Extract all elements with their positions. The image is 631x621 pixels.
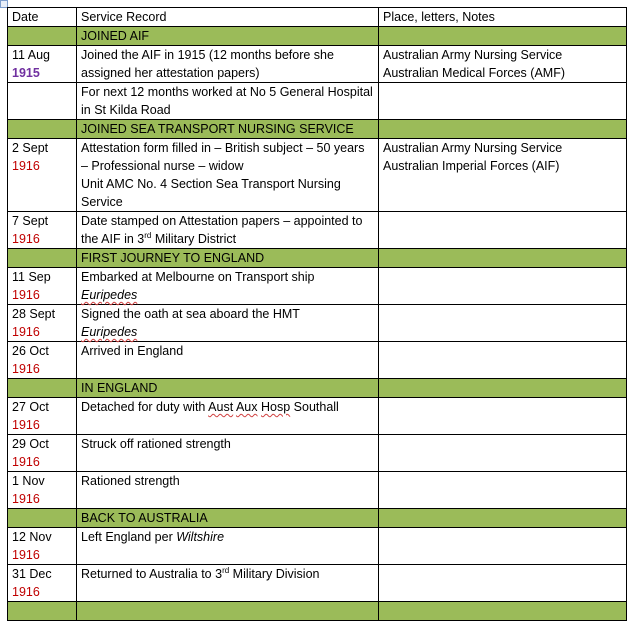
service-record-table (7, 7, 627, 621)
record-part: Date stamped on Attestation papers – appointed to the AIF in 3 (81, 214, 363, 246)
date-day: 29 Oct (12, 437, 49, 451)
section-title: BACK TO AUSTRALIA (77, 509, 379, 528)
date-day: 27 Oct (12, 400, 49, 414)
record-text (77, 565, 379, 602)
date-year: 1916 (12, 492, 40, 506)
table-row (8, 212, 627, 249)
section-row (8, 379, 627, 398)
record-text: For next 12 months worked at No 5 General Hospital in St Kilda Road (77, 83, 379, 120)
date-year: 1916 (12, 418, 40, 432)
date-year: 1916 (12, 362, 40, 376)
section-row (8, 249, 627, 268)
record-part: Aust (208, 400, 234, 414)
note-line: Australian Army Nursing Service (383, 141, 563, 155)
date-day: 26 Oct (12, 344, 49, 358)
record-part: Detached for duty with (81, 400, 209, 414)
table-row (8, 472, 627, 509)
section-title: IN ENGLAND (77, 379, 379, 398)
section-row (8, 120, 627, 139)
date-day: 7 Sept (12, 214, 49, 228)
table-row (8, 398, 627, 435)
record-text (77, 398, 379, 435)
header-notes: Place, letters, Notes (379, 8, 627, 27)
date-day: 11 Sep (12, 270, 51, 284)
table-row (8, 342, 627, 379)
section-title: JOINED SEA TRANSPORT NURSING SERVICE (77, 120, 379, 139)
table-row (8, 139, 627, 212)
section-title: FIRST JOURNEY TO ENGLAND (77, 249, 379, 268)
date-year: 1916 (12, 232, 40, 246)
date-year: 1916 (12, 548, 40, 562)
note-line: Australian Army Nursing Service (383, 48, 563, 62)
ship-name: Euripedes (81, 288, 138, 302)
record-superscript: rd (222, 565, 230, 575)
date-year: 1916 (12, 455, 40, 469)
record-text: Struck off rationed strength (77, 435, 379, 472)
record-text (77, 528, 379, 565)
section-row (8, 27, 627, 46)
section-row (8, 602, 627, 621)
date-year: 1916 (12, 325, 40, 339)
date-year: 1916 (12, 585, 40, 599)
table-row (8, 528, 627, 565)
record-part: Left England per (81, 530, 177, 544)
date-year: 1916 (12, 288, 40, 302)
table-row (8, 435, 627, 472)
record-text (77, 212, 379, 249)
record-text: Embarked at Melbourne on Transport ship (81, 270, 315, 284)
header-record: Service Record (77, 8, 379, 27)
record-part: Returned to Australia to 3 (81, 567, 223, 581)
record-text: Signed the oath at sea aboard the HMT (81, 307, 300, 321)
header-date: Date (8, 8, 77, 27)
date-year: 1916 (12, 159, 40, 173)
record-part: Hosp (261, 400, 291, 414)
record-text: Attestation form filled in – British subject – 50 years – Professional nurse – widow (81, 141, 365, 173)
record-superscript: rd (144, 230, 152, 240)
date-day: 1 Nov (12, 474, 45, 488)
record-part: Military Division (229, 567, 320, 581)
header-row (8, 8, 627, 27)
date-day: 28 Sept (12, 307, 56, 321)
date-day: 11 Aug (12, 48, 51, 62)
record-text: Joined the AIF in 1915 (12 months before she assigned her attestation papers) (77, 46, 379, 83)
date-day: 2 Sept (12, 141, 49, 155)
record-text: Rationed strength (77, 472, 379, 509)
record-part: Southall (290, 400, 339, 414)
table-row (8, 268, 627, 305)
ship-name: Wiltshire (176, 530, 225, 544)
record-part: Aux (235, 400, 258, 414)
date-year: 1915 (12, 66, 40, 80)
table-row (8, 305, 627, 342)
record-part: Military District (151, 232, 237, 246)
note-line: Australian Imperial Forces (AIF) (383, 159, 560, 173)
table-row (8, 83, 627, 120)
record-text: Unit AMC No. 4 Section Sea Transport Nursing Service (81, 177, 341, 209)
note-line: Australian Medical Forces (AMF) (383, 66, 565, 80)
table-row (8, 565, 627, 602)
record-text: Arrived in England (77, 342, 379, 379)
date-day: 31 Dec (12, 567, 52, 581)
ship-name: Euripedes (81, 325, 138, 339)
section-title: JOINED AIF (77, 27, 379, 46)
table-row (8, 46, 627, 83)
section-row (8, 509, 627, 528)
date-day: 12 Nov (12, 530, 52, 544)
